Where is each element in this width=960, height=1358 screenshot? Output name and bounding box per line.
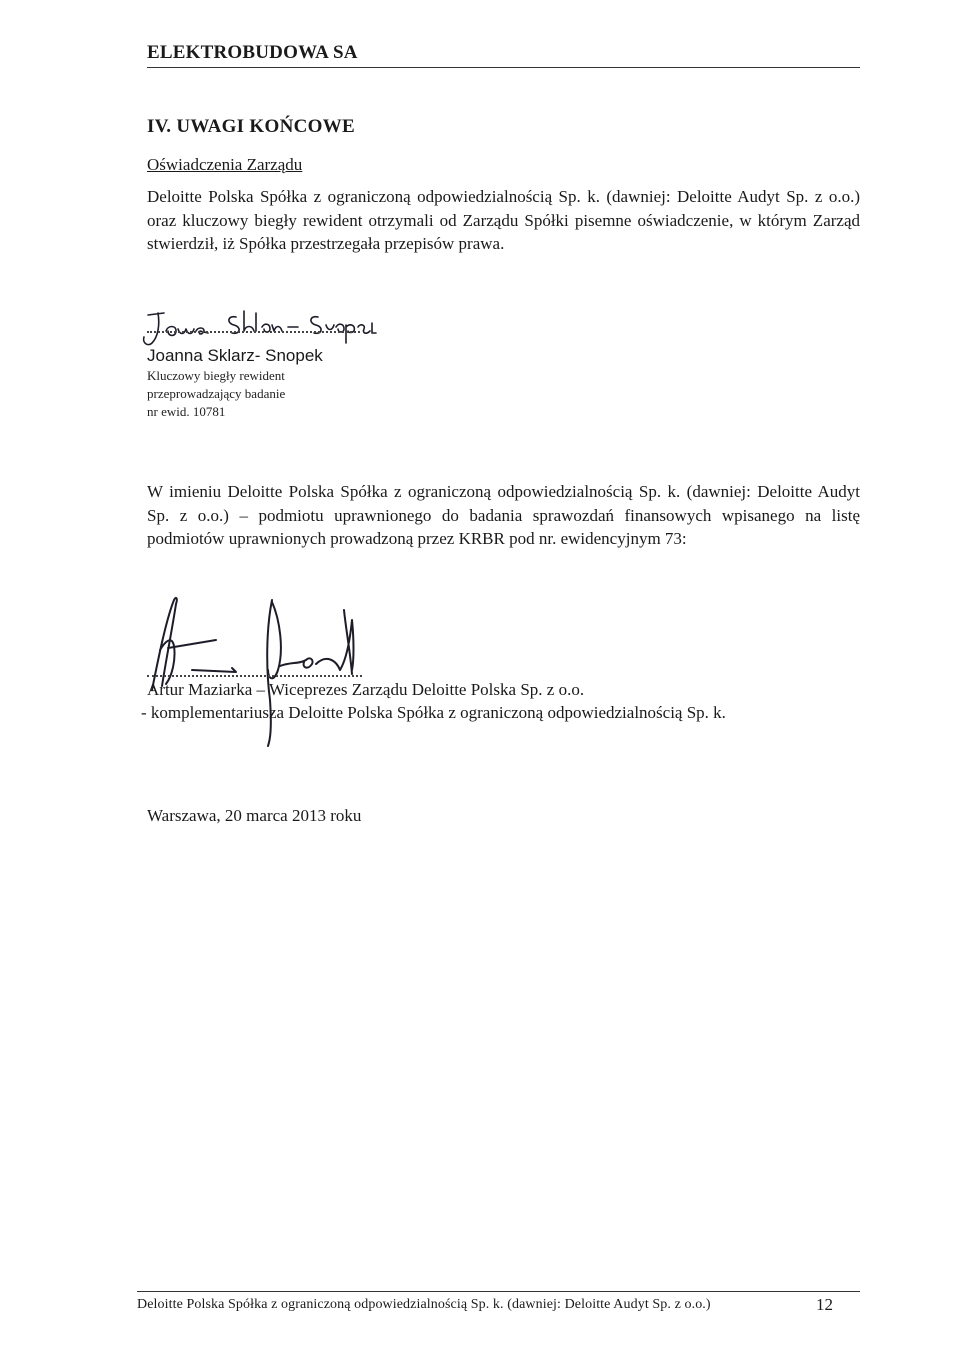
company-header: ELEKTROBUDOWA SA xyxy=(147,42,358,63)
firm-signature-icon xyxy=(140,590,370,750)
footer-firm-name: Deloitte Polska Spółka z ograniczoną odpowiedzialnością Sp. k. (dawniej: Deloitte Audyt Sp. z o.o.) xyxy=(137,1297,711,1312)
section-subtitle: Oświadczenia Zarządu xyxy=(147,155,303,174)
header-divider xyxy=(147,67,860,68)
footer-divider xyxy=(137,1291,860,1292)
auditor-role-detail: przeprowadzający badanie xyxy=(147,386,286,401)
firm-statement-paragraph: W imieniu Deloitte Polska Spółka z ograniczoną odpowiedzialnością Sp. k. (dawniej: Deloitte Audyt Sp. z o.o.) – podmiotu uprawnionego do badania sprawozdań finansowych wpisanego na listę podmiotów uprawnionych prowadzoną przez KRBR pod nr. ewidencyjnym 73: xyxy=(147,482,860,548)
place-and-date: Warszawa, 20 marca 2013 roku xyxy=(147,806,362,825)
signer-capacity: - komplementariusza Deloitte Polska Spółka z ograniczoną odpowiedzialnością Sp. k. xyxy=(141,703,726,722)
auditor-registration-number: nr ewid. 10781 xyxy=(147,404,226,419)
auditor-name: Joanna Sklarz- Snopek xyxy=(147,346,323,365)
signer-name-title: Artur Maziarka – Wiceprezes Zarządu Deloitte Polska Sp. z o.o. xyxy=(147,680,585,699)
signature-line xyxy=(147,675,362,677)
management-statement-paragraph: Deloitte Polska Spółka z ograniczoną odpowiedzialnością Sp. k. (dawniej: Deloitte Audyt Sp. z o.o.) oraz kluczowy biegły rewident otrzymali od Zarządu Spółki pisemne oświadczenie, w którym Zarząd stwierdził, iż Spółka przestrzegała przepisów prawa. xyxy=(147,187,860,253)
auditor-role: Kluczowy biegły rewident xyxy=(147,368,285,383)
signature-line xyxy=(147,331,360,333)
page-number: 12 xyxy=(816,1295,833,1314)
section-title: IV. UWAGI KOŃCOWE xyxy=(147,116,355,137)
